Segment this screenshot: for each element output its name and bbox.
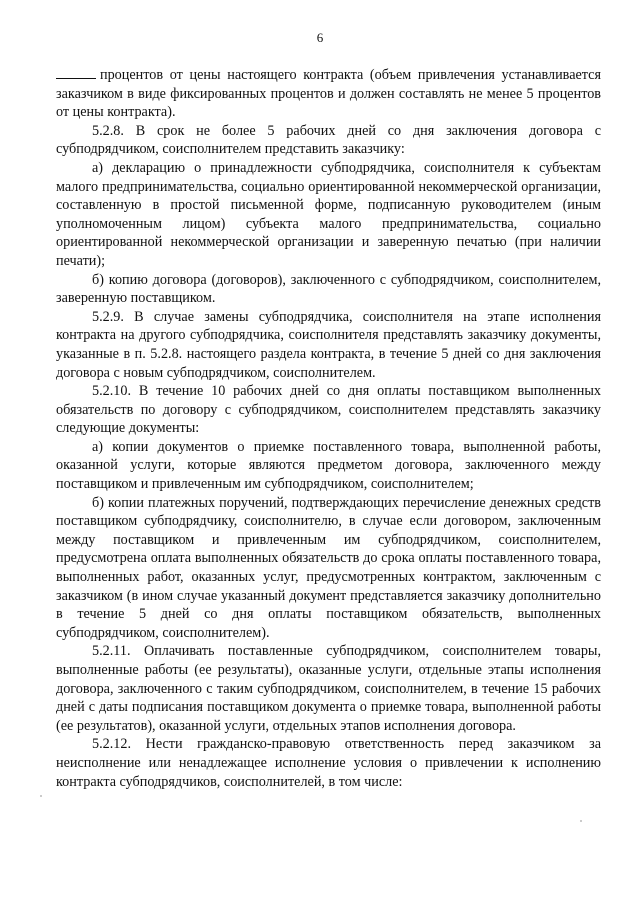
scan-speck	[580, 820, 582, 822]
paragraph-5-2-11: 5.2.11. Оплачивать поставленные субподрядчиком, соисполнителем товары, выполненные работы (ее результаты), оказанные услуги, отдельные этапы исполнения договора, заключенного с таким субподрядчиком, соисполнителем, в течение 15 рабочих дней с даты подписания поставщиком документа о приемке товара, выполненной работы (ее результатов), оказанной услуги, отдельных этапов исполнения договора.	[56, 643, 601, 734]
paragraph-text: процентов от цены настоящего контракта (объем привлечения устанавливается заказчиком в виде фиксированных процентов и должен составлять не менее 5 процентов от цены контракта).	[56, 67, 601, 121]
paragraph-5-2-10-b: б) копии платежных поручений, подтверждающих перечисление денежных средств поставщиком субподрядчику, соисполнителю, в случае если договором, заключенным между поставщиком и привлеченным им субподрядчиком, соисполнителем, предусмотрена оплата выполненных обязательств до срока оплаты поставленного товара, выполненных работ, оказанных услуг, предусмотренных контрактом, заключенным с заказчиком (в ином случае указанный документ представляется заказчику дополнительно в течение 5 дней со дня оплаты поставщиком обязательств, выполненных субподрядчиком, соисполнителем).	[56, 494, 601, 641]
paragraph-5-2-8: 5.2.8. В срок не более 5 рабочих дней со дня заключения договора с субподрядчиком, соисполнителем представить заказчику:	[56, 122, 601, 158]
paragraph-5-2-10: 5.2.10. В течение 10 рабочих дней со дня оплаты поставщиком выполненных обязательств по договору с субподрядчиком, соисполнителем представлять заказчику следующие документы:	[56, 383, 601, 437]
paragraph-5-2-9: 5.2.9. В случае замены субподрядчика, соисполнителя на этапе исполнения контракта на другого субподрядчика, соисполнителя представлять заказчику документы, указанные в п. 5.2.8. настоящего раздела контракта, в течение 5 дней со дня заключения договора с новым субподрядчиком, соисполнителем.	[56, 308, 601, 381]
page-number: 6	[316, 30, 324, 45]
paragraph-5-2-8-a: а) декларацию о принадлежности субподрядчика, соисполнителя к субъектам малого предпринимательства, социально ориентированной некоммерческой организации, составленную в простой письменной форме, подписанную руководителем (иным уполномоченным лицом) субъекта малого предпринимательства, социально ориентированной некоммерческой организации и заверенную печатью (при наличии печати);	[56, 159, 601, 269]
paragraph-continuation	[56, 66, 601, 122]
document-body	[56, 66, 601, 791]
scan-speck	[40, 795, 42, 797]
blank-fill-line	[56, 66, 96, 79]
paragraph-5-2-8-b: б) копию договора (договоров), заключенного с субподрядчиком, соисполнителем, заверенную поставщиком.	[56, 271, 601, 307]
paragraph-5-2-12: 5.2.12. Нести гражданско-правовую ответственность перед заказчиком за неисполнение или ненадлежащее исполнение условия о привлечении к исполнению контракта субподрядчиков, соисполнителей, в том числе:	[56, 736, 601, 790]
paragraph-5-2-10-a: а) копии документов о приемке поставленного товара, выполненной работы, оказанной услуги, которые являются предметом договора, заключенного между поставщиком и привлеченным им субподрядчиком, соисполнителем;	[56, 438, 601, 493]
